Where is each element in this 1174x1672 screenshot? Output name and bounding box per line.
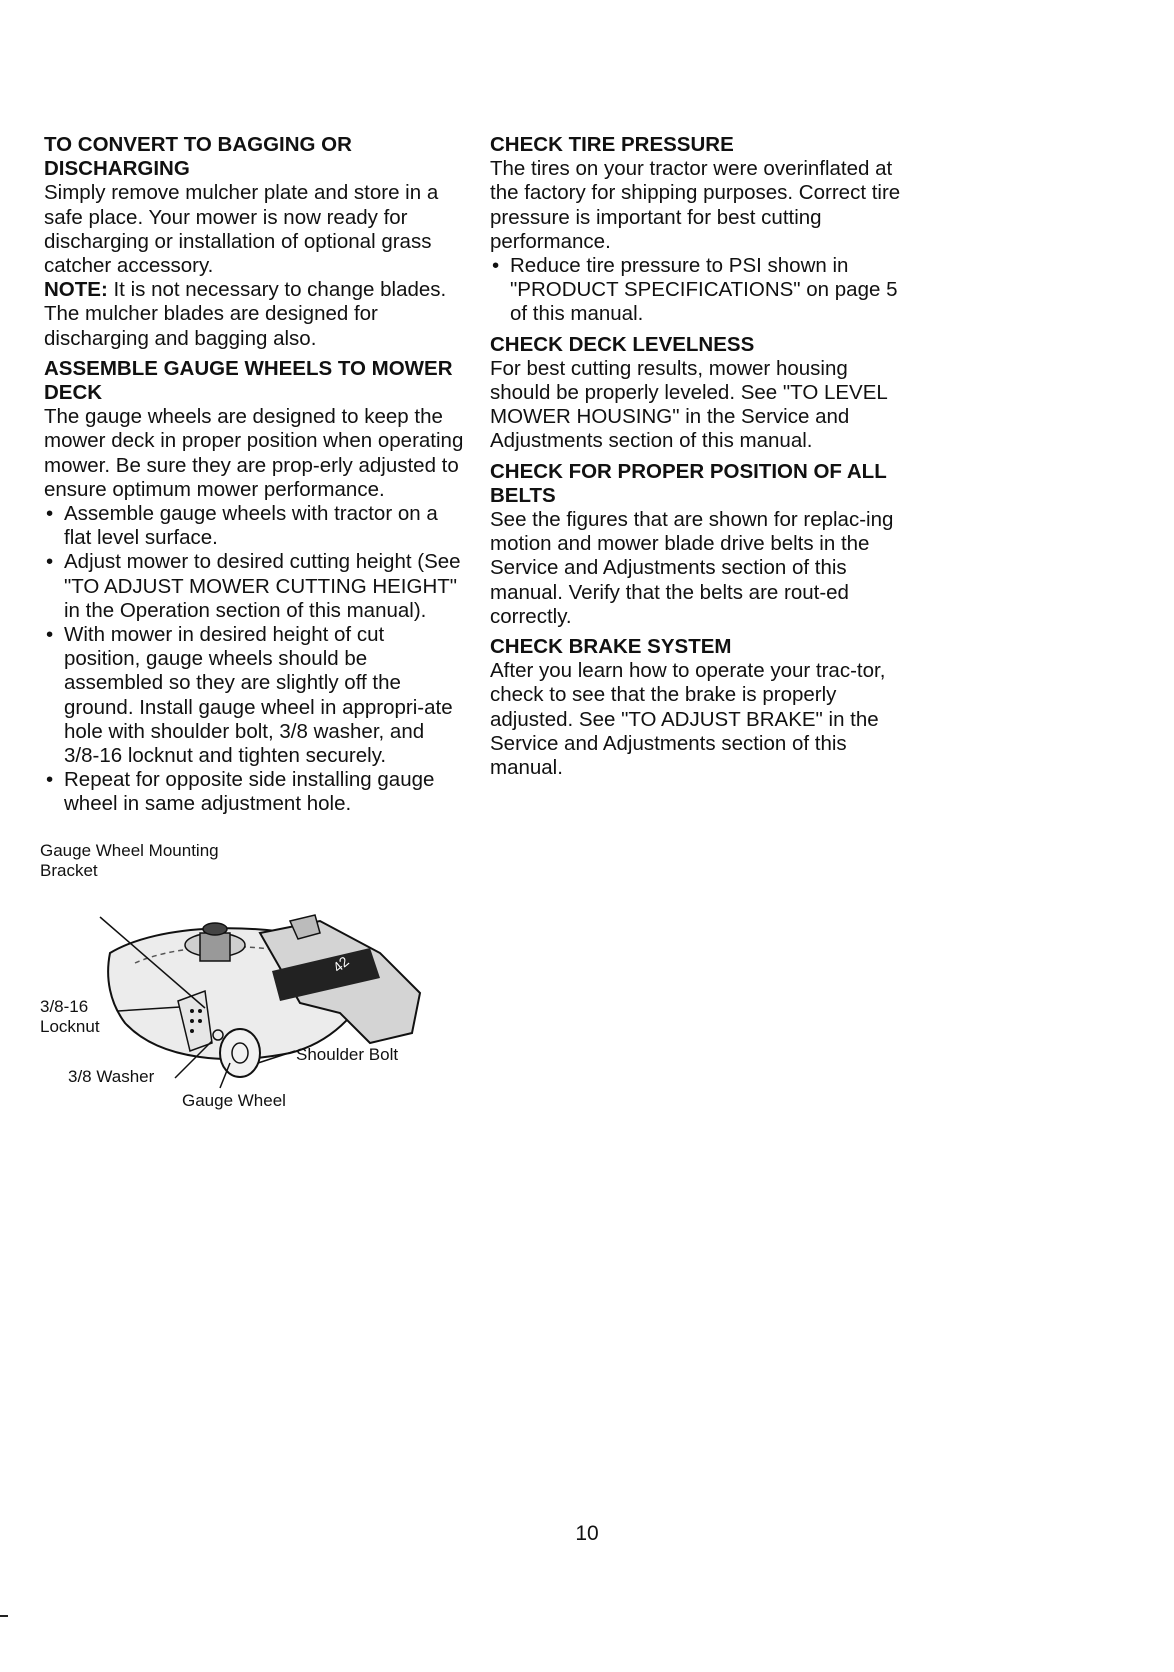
note-label: NOTE: (44, 278, 108, 302)
bracket-hole (190, 1009, 194, 1013)
list-item: • With mower in desired height of cut position, gauge wheels should be assembled so they are slightly off the ground. Install gauge wheel in appropri-ate hole with shoulder bolt, 3/8 washer, and 3/8-16 locknut and tighten securely. (44, 623, 464, 768)
spindle-housing (200, 933, 230, 961)
note-paragraph (44, 278, 464, 351)
brake-body: After you learn how to operate your trac-tor, check to see that the brake is properly adjusted. See "TO ADJUST BRAKE" in the Service and Adjustments section of this manual. (490, 659, 886, 780)
locknut-label (40, 997, 100, 1037)
bolt-label: Shoulder Bolt (296, 1045, 399, 1064)
list-item: • Reduce tire pressure to PSI shown in "PRODUCT SPECIFICATIONS" on page 5 of this manual. (490, 254, 910, 327)
locknut-label-line: 3/8-16 (40, 997, 89, 1016)
gauge-wheel-figure (40, 841, 460, 1183)
tire-heading: CHECK TIRE PRESSURE (490, 133, 734, 156)
bracket-hole (190, 1019, 194, 1023)
gauge-wheel (220, 1029, 260, 1077)
note-body: It is not necessary to change blades. The mulcher blades are designed for discharging and bagging also. (44, 278, 447, 350)
deck-body: For best cutting results, mower housing should be properly leveled. See "TO LEVEL MOWER HOUSING" in the Service and Adjustments section of this manual. (490, 356, 888, 453)
belts-body: See the figures that are shown for replac-ing motion and mower blade drive belts in the Service and Adjustments section of this manual. Verify that the belts are rout-ed correctly. (490, 508, 894, 628)
bracket-label (40, 841, 219, 881)
tire-steps-list (490, 254, 910, 327)
bracket-label-line: Bracket (40, 861, 98, 880)
bracket-hole (198, 1009, 202, 1013)
list-item: • Adjust mower to desired cutting height (See "TO ADJUST MOWER CUTTING HEIGHT" in the Operation section of this manual). (44, 550, 464, 623)
wheel-label: Gauge Wheel (182, 1091, 286, 1110)
left-column (44, 133, 464, 817)
mower-deck-illustration (40, 893, 460, 1183)
convert-body: Simply remove mulcher plate and store in a safe place. Your mower is now ready for discharging or installation of optional grass catcher accessory. (44, 181, 439, 278)
deck-marking: 42 (329, 953, 352, 976)
gauge-body: The gauge wheels are designed to keep the mower deck in proper position when operating mower. Be sure they are prop-erly adjusted to ensure optimum mower performance. (44, 405, 464, 501)
right-column (490, 133, 910, 780)
deck-heading: CHECK DECK LEVELNESS (490, 332, 755, 356)
pulley-top (203, 923, 227, 935)
convert-heading: TO CONVERT TO BAGGING OR DISCHARGING (44, 133, 352, 181)
brake-heading: CHECK BRAKE SYSTEM (490, 635, 732, 659)
belts-heading: CHECK FOR PROPER POSITION OF ALL BELTS (490, 459, 887, 507)
locknut-label-line: Locknut (40, 1017, 100, 1036)
list-item: • Repeat for opposite side installing gauge wheel in same adjustment hole. (44, 768, 464, 816)
edge-mark (0, 1615, 8, 1617)
bracket-label-line: Gauge Wheel Mounting (40, 841, 219, 860)
bracket-hole (190, 1029, 194, 1033)
bracket-hole (198, 1019, 202, 1023)
tire-body: The tires on your tractor were overinflated at the factory for shipping purposes. Correct tire pressure is important for best cutting performance. (490, 157, 901, 253)
page-number: 10 (575, 1522, 599, 1545)
gauge-heading: ASSEMBLE GAUGE WHEELS TO MOWER DECK (44, 356, 453, 405)
washer-label: 3/8 Washer (68, 1067, 155, 1086)
list-item: • Assemble gauge wheels with tractor on a flat level surface. (44, 502, 464, 550)
gauge-steps-list (44, 502, 464, 817)
